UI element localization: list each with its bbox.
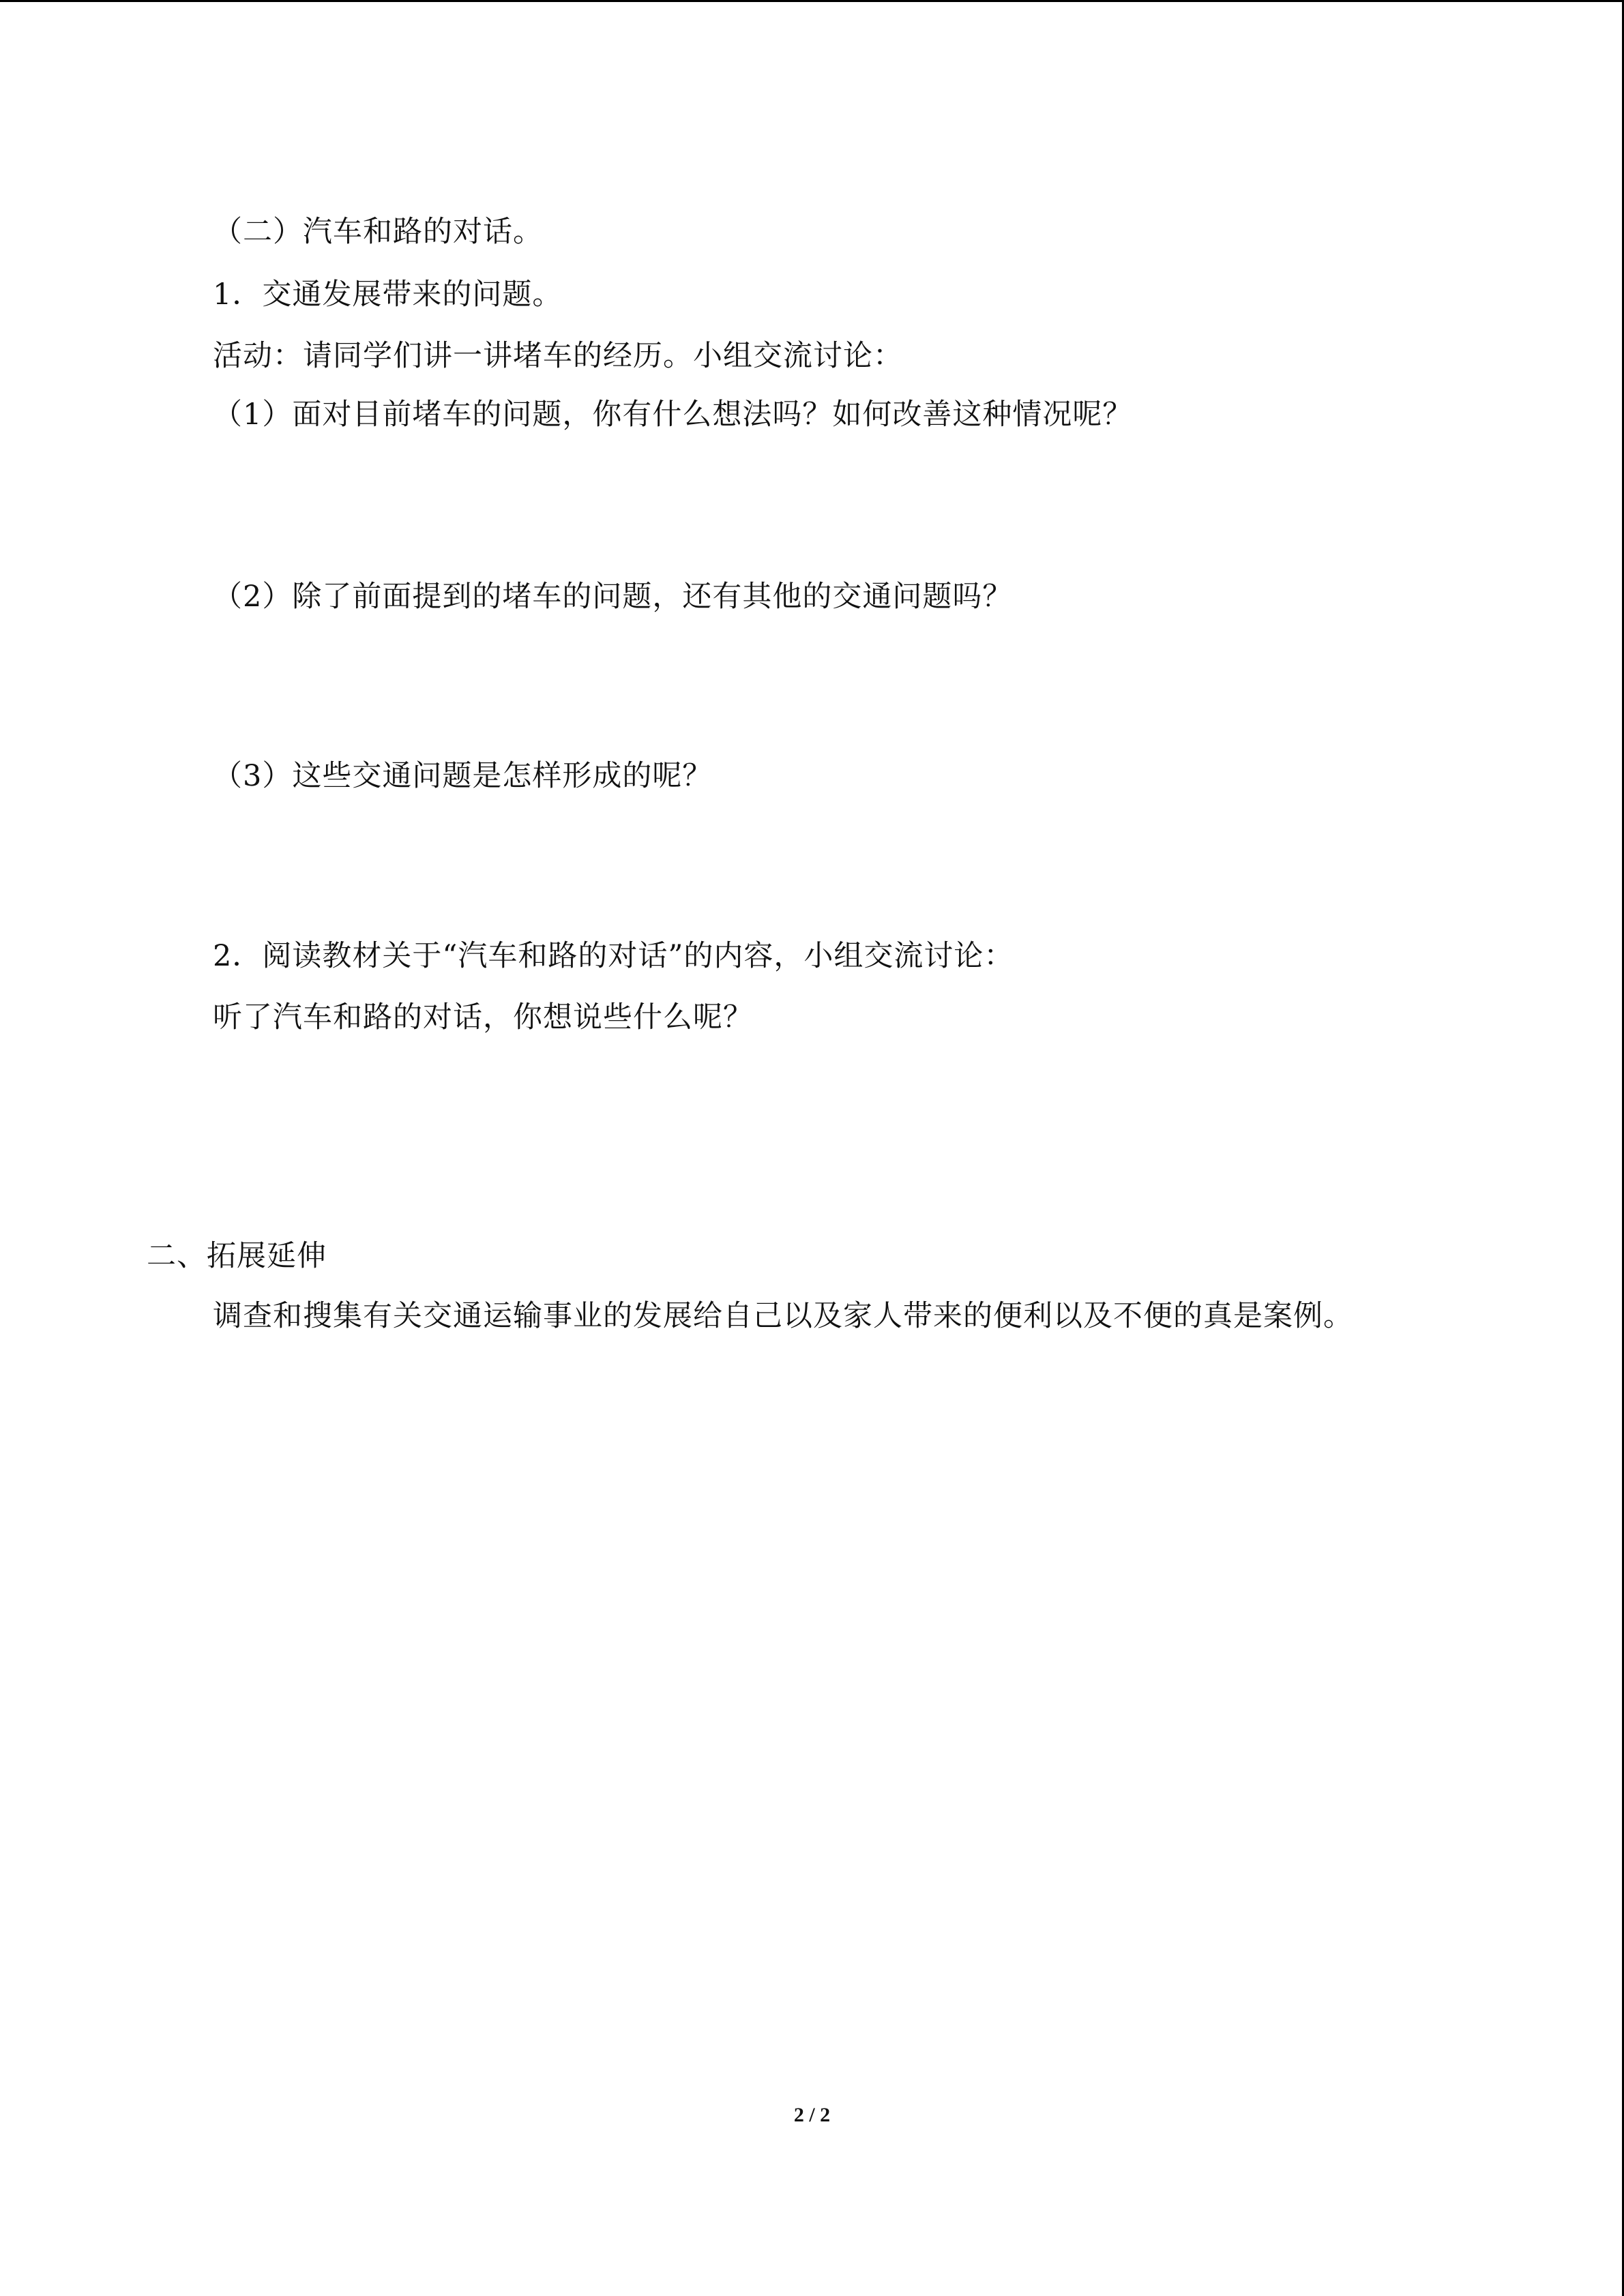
extension-body: 调查和搜集有关交通运输事业的发展给自己以及家人带来的便利以及不便的真是案例。 [213, 1299, 1353, 1333]
extension-heading: 二、拓展延伸 [147, 1239, 327, 1273]
subheading: （二）汽车和路的对话。 [213, 215, 543, 249]
activity-text: 活动：请同学们讲一讲堵车的经历。小组交流讨论： [213, 339, 903, 373]
question-1: （1）面对目前堵车的问题，你有什么想法吗？如何改善这种情况呢？ [213, 398, 1133, 432]
question-3: （3）这些交通问题是怎样形成的呢？ [213, 759, 713, 793]
item2-title: 2．阅读教材关于“汽车和路的对话”的内容，小组交流讨论： [213, 939, 1014, 973]
item1-title: 1．交通发展带来的问题。 [213, 278, 563, 312]
question-2: （2）除了前面提到的堵车的问题，还有其他的交通问题吗？ [213, 580, 1013, 614]
page-number: 2 / 2 [793, 2104, 831, 2126]
item2-question: 听了汽车和路的对话，你想说些什么呢？ [213, 1000, 753, 1034]
